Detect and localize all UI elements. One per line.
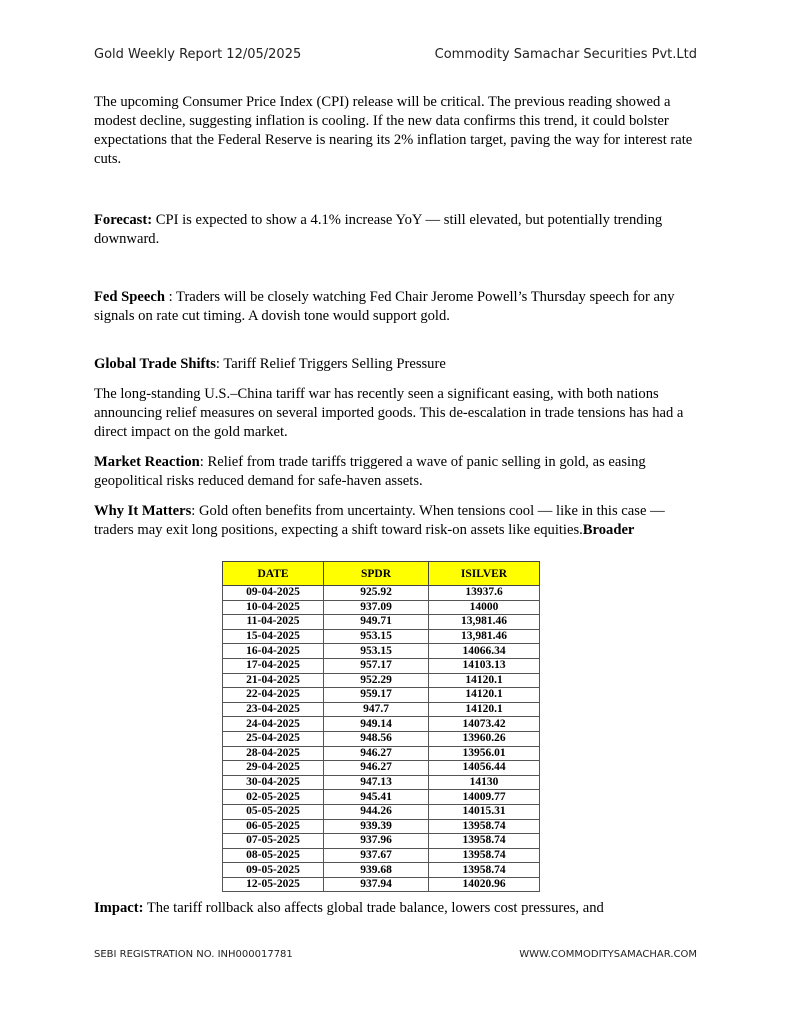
why-it-matters-label: Why It Matters — [94, 503, 192, 519]
cell-spdr: 925.92 — [324, 586, 429, 601]
fed-speech-text: : Traders will be closely watching Fed Chair Jerome Powell’s Thursday speech for any signals on rate cut timing. A dovish tone would support gold. — [94, 289, 675, 324]
cell-date: 05-05-2025 — [223, 804, 324, 819]
cell-spdr: 953.15 — [324, 644, 429, 659]
cell-date: 29-04-2025 — [223, 761, 324, 776]
cell-isilver: 14120.1 — [429, 673, 540, 688]
market-reaction-label: Market Reaction — [94, 454, 200, 470]
cpi-paragraph: The upcoming Consumer Price Index (CPI) release will be critical. The previous reading showed a modest decline, suggesting inflation is cooling. If the new data confirms this trend, it could bolster expectations that the Federal Reserve is nearing its 2% inflation target, paving the way for interest rate cuts. — [94, 94, 693, 167]
forecast-label: Forecast: — [94, 212, 153, 228]
cell-date: 15-04-2025 — [223, 629, 324, 644]
cell-isilver: 14120.1 — [429, 688, 540, 703]
cell-isilver: 13,981.46 — [429, 629, 540, 644]
table-row — [223, 746, 540, 761]
table-row — [223, 688, 540, 703]
fed-speech-paragraph — [94, 288, 704, 326]
table-row — [223, 819, 540, 834]
cell-date: 11-04-2025 — [223, 615, 324, 630]
cell-date: 12-05-2025 — [223, 877, 324, 892]
cell-date: 09-04-2025 — [223, 586, 324, 601]
cell-isilver: 13958.74 — [429, 834, 540, 849]
table-row — [223, 644, 540, 659]
cell-isilver: 13958.74 — [429, 819, 540, 834]
cell-date: 16-04-2025 — [223, 644, 324, 659]
fed-speech-label: Fed Speech — [94, 289, 165, 305]
table-row — [223, 731, 540, 746]
impact-text: The tariff rollback also affects global trade balance, lowers cost pressures, and — [143, 900, 604, 916]
cell-isilver: 14000 — [429, 600, 540, 615]
table-row — [223, 775, 540, 790]
cell-isilver: 14103.13 — [429, 658, 540, 673]
cell-spdr: 939.68 — [324, 863, 429, 878]
cell-date: 08-05-2025 — [223, 848, 324, 863]
cell-spdr: 937.96 — [324, 834, 429, 849]
cell-isilver: 13958.74 — [429, 863, 540, 878]
table-row — [223, 834, 540, 849]
cell-isilver: 14073.42 — [429, 717, 540, 732]
cell-spdr: 949.71 — [324, 615, 429, 630]
cell-isilver: 13960.26 — [429, 731, 540, 746]
footer-website: WWW.COMMODITYSAMACHAR.COM — [519, 949, 697, 960]
table-row — [223, 615, 540, 630]
cell-spdr: 937.94 — [324, 877, 429, 892]
cell-isilver: 14130 — [429, 775, 540, 790]
cell-date: 28-04-2025 — [223, 746, 324, 761]
column-header-isilver: ISILVER — [429, 562, 540, 586]
cell-isilver: 14066.34 — [429, 644, 540, 659]
tariff-war-paragraph: The long-standing U.S.–China tariff war has recently seen a significant easing, with both nations announcing relief measures on several imported goods. This de-escalation in trade tensions has had a direct impact on the gold market. — [94, 386, 684, 440]
table-row — [223, 804, 540, 819]
cell-spdr: 937.09 — [324, 600, 429, 615]
cell-spdr: 953.15 — [324, 629, 429, 644]
cell-date: 21-04-2025 — [223, 673, 324, 688]
table-row — [223, 717, 540, 732]
impact-paragraph — [94, 899, 704, 918]
table-row — [223, 658, 540, 673]
table-row — [223, 629, 540, 644]
cell-isilver: 14056.44 — [429, 761, 540, 776]
cell-date: 06-05-2025 — [223, 819, 324, 834]
cell-isilver: 13937.6 — [429, 586, 540, 601]
cell-isilver: 13956.01 — [429, 746, 540, 761]
header-report-title: Gold Weekly Report 12/05/2025 — [94, 47, 302, 62]
table-row — [223, 673, 540, 688]
etf-holdings-table — [222, 561, 540, 892]
cell-isilver: 14120.1 — [429, 702, 540, 717]
table-row — [223, 702, 540, 717]
column-header-spdr: SPDR — [324, 562, 429, 586]
table-row — [223, 761, 540, 776]
cell-spdr: 939.39 — [324, 819, 429, 834]
cell-spdr: 957.17 — [324, 658, 429, 673]
cell-spdr: 944.26 — [324, 804, 429, 819]
cell-spdr: 946.27 — [324, 746, 429, 761]
market-reaction-text: : Relief from trade tariffs triggered a wave of panic selling in gold, as easing geopolitical risks reduced demand for safe-haven assets. — [94, 454, 646, 489]
cell-isilver: 13958.74 — [429, 848, 540, 863]
cell-date: 07-05-2025 — [223, 834, 324, 849]
cell-spdr: 946.27 — [324, 761, 429, 776]
footer-sebi-registration: SEBI REGISTRATION NO. INH000017781 — [94, 949, 293, 960]
header-company-name: Commodity Samachar Securities Pvt.Ltd — [434, 47, 697, 62]
cell-isilver: 14015.31 — [429, 804, 540, 819]
cell-spdr: 949.14 — [324, 717, 429, 732]
why-it-matters-paragraph — [94, 502, 704, 540]
forecast-paragraph — [94, 211, 704, 249]
impact-label: Impact: — [94, 900, 144, 916]
table-row — [223, 877, 540, 892]
trade-shifts-label: Global Trade Shifts — [94, 356, 216, 372]
table-row — [223, 600, 540, 615]
broader-label: Broader — [582, 522, 635, 538]
cell-date: 02-05-2025 — [223, 790, 324, 805]
table-body — [223, 586, 540, 892]
table-header-row — [223, 562, 540, 586]
cell-date: 17-04-2025 — [223, 658, 324, 673]
cell-date: 23-04-2025 — [223, 702, 324, 717]
cell-spdr: 959.17 — [324, 688, 429, 703]
cell-isilver: 13,981.46 — [429, 615, 540, 630]
market-reaction-paragraph — [94, 453, 704, 491]
cell-spdr: 952.29 — [324, 673, 429, 688]
cell-isilver: 14020.96 — [429, 877, 540, 892]
cell-spdr: 945.41 — [324, 790, 429, 805]
cell-date: 30-04-2025 — [223, 775, 324, 790]
cell-isilver: 14009.77 — [429, 790, 540, 805]
cell-date: 25-04-2025 — [223, 731, 324, 746]
cell-spdr: 948.56 — [324, 731, 429, 746]
column-header-date: DATE — [223, 562, 324, 586]
forecast-text: CPI is expected to show a 4.1% increase YoY — still elevated, but potentially trending downward. — [94, 212, 663, 247]
cell-spdr: 947.13 — [324, 775, 429, 790]
why-it-matters-text: : Gold often benefits from uncertainty. When tensions cool — like in this case — traders may exit long positions, expecting a shift toward risk-on assets like equities. — [94, 503, 665, 538]
trade-shifts-heading — [94, 355, 704, 374]
cell-date: 22-04-2025 — [223, 688, 324, 703]
trade-shifts-text: : Tariff Relief Triggers Selling Pressure — [215, 356, 446, 372]
cell-spdr: 947.7 — [324, 702, 429, 717]
cell-spdr: 937.67 — [324, 848, 429, 863]
cell-date: 09-05-2025 — [223, 863, 324, 878]
table-row — [223, 586, 540, 601]
cell-date: 24-04-2025 — [223, 717, 324, 732]
cell-date: 10-04-2025 — [223, 600, 324, 615]
table-row — [223, 863, 540, 878]
table-row — [223, 848, 540, 863]
table-row — [223, 790, 540, 805]
